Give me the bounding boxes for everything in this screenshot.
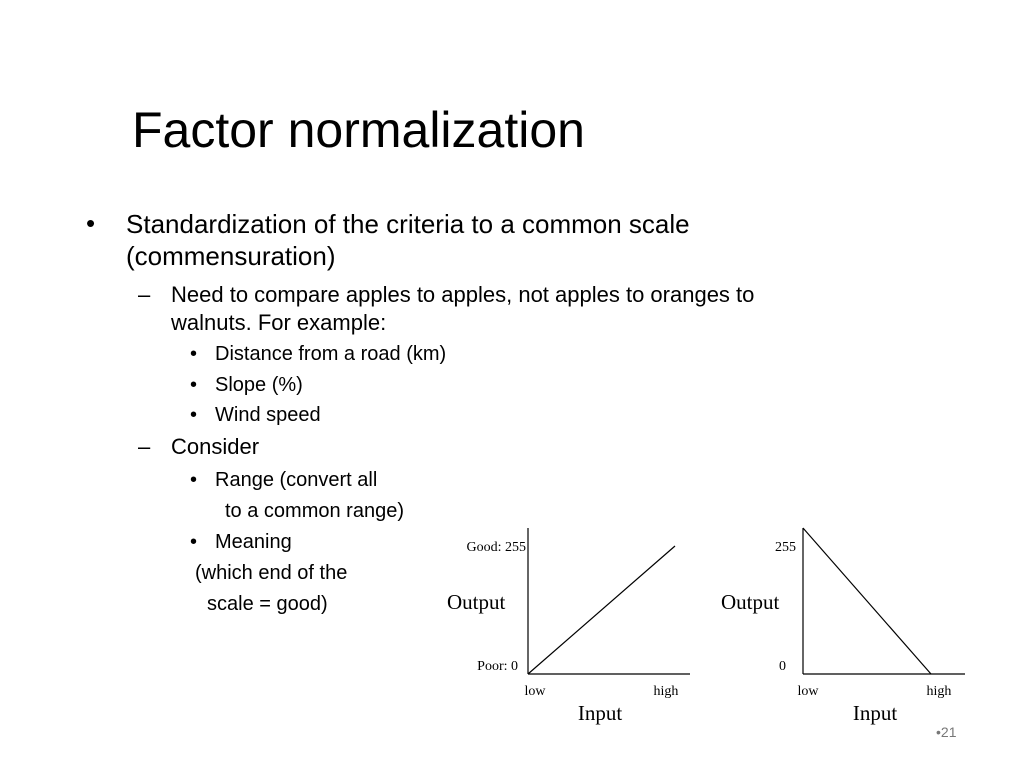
y-axis-label: Output xyxy=(447,590,506,614)
bullet-standardization-cont: (commensuration) xyxy=(126,241,336,271)
series-line xyxy=(803,528,931,674)
y-tick-label-bottom: 0 xyxy=(779,659,786,674)
series-line xyxy=(528,546,675,674)
x-tick-label-low: low xyxy=(524,684,546,699)
x-axis-label: Input xyxy=(577,701,623,725)
x-tick-label-low: low xyxy=(797,684,819,699)
slide-title: Factor normalization xyxy=(132,102,585,158)
sub-bullet-dot: • xyxy=(190,343,198,365)
sub-bullet-dot: • xyxy=(190,531,198,553)
x-axis-label: Input xyxy=(852,701,898,725)
y-tick-label-top: Good: 255 xyxy=(466,540,526,555)
x-tick-label-high: high xyxy=(926,684,952,699)
slide-number: •21 xyxy=(936,724,957,740)
meaning-item-cont: (which end of the xyxy=(195,562,348,584)
meaning-item-cont2: scale = good) xyxy=(207,593,328,615)
sub-bullet-dot: • xyxy=(190,469,198,491)
y-tick-label-top: 255 xyxy=(775,540,796,555)
dash-consider: Consider xyxy=(171,434,260,459)
range-item: Range (convert all xyxy=(215,469,378,491)
dash-marker: – xyxy=(138,282,151,307)
example-wind: Wind speed xyxy=(215,404,321,426)
sub-bullet-dot: • xyxy=(190,404,198,426)
range-item-cont: to a common range) xyxy=(225,500,404,522)
meaning-item: Meaning xyxy=(215,531,292,553)
example-slope: Slope (%) xyxy=(215,374,303,396)
bullet-standardization: Standardization of the criteria to a common scale xyxy=(126,209,690,239)
chart-increasing xyxy=(440,520,700,730)
x-tick-label-high: high xyxy=(653,684,679,699)
example-distance: Distance from a road (km) xyxy=(215,343,447,365)
y-tick-label-bottom: Poor: 0 xyxy=(477,659,518,674)
y-axis-label: Output xyxy=(721,590,780,614)
sub-bullet-dot: • xyxy=(190,374,198,396)
dash-marker: – xyxy=(138,434,151,459)
dash-compare: Need to compare apples to apples, not apples to oranges to xyxy=(171,282,755,307)
dash-compare-cont: walnuts. For example: xyxy=(171,310,387,335)
bullet-dot: • xyxy=(86,208,96,238)
chart-decreasing xyxy=(715,520,975,730)
